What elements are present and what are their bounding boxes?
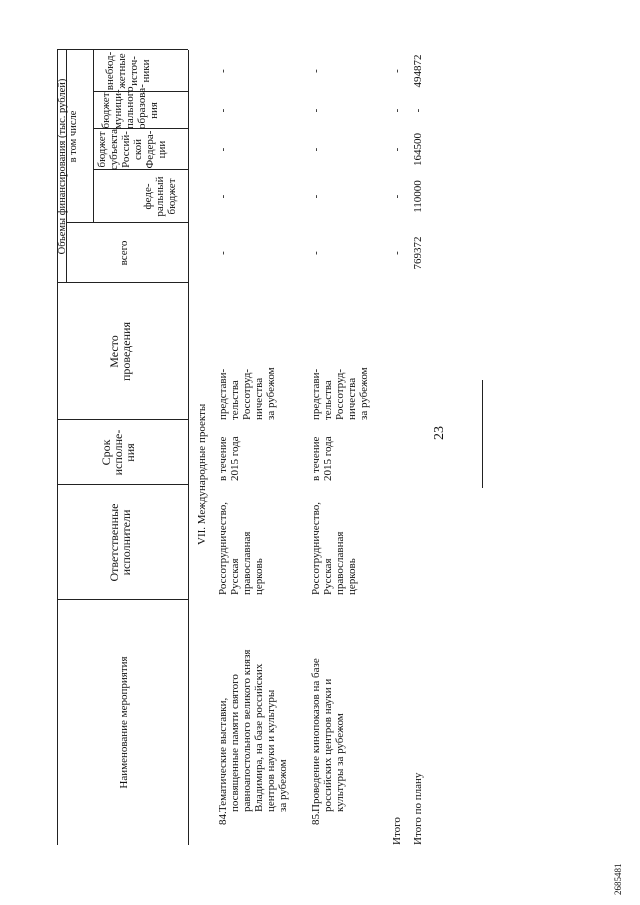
summary-total-federal: - — [391, 194, 403, 199]
row-85-subject: - — [310, 147, 322, 152]
row-85-number: 85. — [310, 811, 322, 825]
row-85-total: - — [310, 251, 322, 255]
row-85-name: Проведение кинопоказов на базе российских центров науки и культуры за рубежом — [310, 658, 346, 812]
closing-rule — [482, 380, 483, 488]
header-total: всего — [118, 240, 130, 266]
row-84-extra: - — [217, 69, 229, 73]
header-term: Срок исполне- ния — [99, 429, 137, 476]
header-incl: в том числе — [68, 110, 79, 163]
header-municipal: бюджет муници- пального образова- ния — [100, 84, 160, 129]
summary-plan-federal: 110000 — [412, 180, 424, 213]
row-85-place: представи- тельства Россотруд- ничества за рубежом — [310, 367, 370, 420]
header-federal: феде- ральный бюджет — [142, 176, 178, 217]
summary-plan-total: 769372 — [412, 236, 424, 270]
row-84-number: 84. — [217, 811, 229, 825]
row-85-federal: - — [310, 194, 322, 199]
summary-total-subject: - — [391, 147, 403, 152]
incl-subheader-line — [93, 50, 94, 223]
page-number: 23 — [432, 426, 447, 440]
row-85-executors: Россотрудничество, Русская православная церковь — [310, 502, 358, 595]
row-84-name: Тематические выставки, посвященные памяти святого равноапостольного великого князя Владимира, на базе российских центров науки и культуры за рубежом — [217, 649, 289, 812]
header-extra: внебюд- жетные источ- ники — [104, 51, 152, 91]
summary-total-extra: - — [391, 69, 403, 73]
row-84-total: - — [217, 251, 229, 255]
row-84-subject: - — [217, 147, 229, 152]
header-executors: Ответственные исполнители — [107, 503, 133, 582]
summary-plan-municipal: - — [412, 108, 424, 113]
row-85-term: в течение 2015 года — [310, 436, 334, 481]
row-84-executors: Россотрудничество, Русская православная церковь — [217, 502, 265, 595]
table-border-header-bottom — [188, 50, 189, 845]
summary-total-municipal: - — [391, 108, 403, 113]
summary-plan-subject: 164500 — [412, 133, 424, 166]
header-funding: Объемы финансирования (тыс. рублей) — [57, 78, 68, 255]
row-85-extra: - — [310, 69, 322, 73]
row-85-municipal: - — [310, 108, 322, 113]
summary-plan-label: Итого по плану — [412, 772, 424, 845]
summary-total-label: Итого — [391, 817, 403, 845]
summary-total-total: - — [391, 251, 403, 255]
section-title: VII. Международные проекты — [196, 403, 208, 545]
document-code: 2685481 — [613, 863, 623, 895]
header-place: Место проведения — [107, 322, 133, 381]
row-84-place: представи- тельства Россотруд- ничества за рубежом — [217, 367, 277, 420]
row-84-municipal: - — [217, 108, 229, 113]
row-84-term: в течение 2015 года — [217, 436, 241, 481]
header-subject: бюджет субъекта Россий- ской Федера- ции — [96, 128, 168, 170]
summary-plan-extra: 494872 — [412, 54, 424, 88]
row-84-federal: - — [217, 194, 229, 199]
header-name: Наименование мероприятия — [118, 656, 130, 789]
